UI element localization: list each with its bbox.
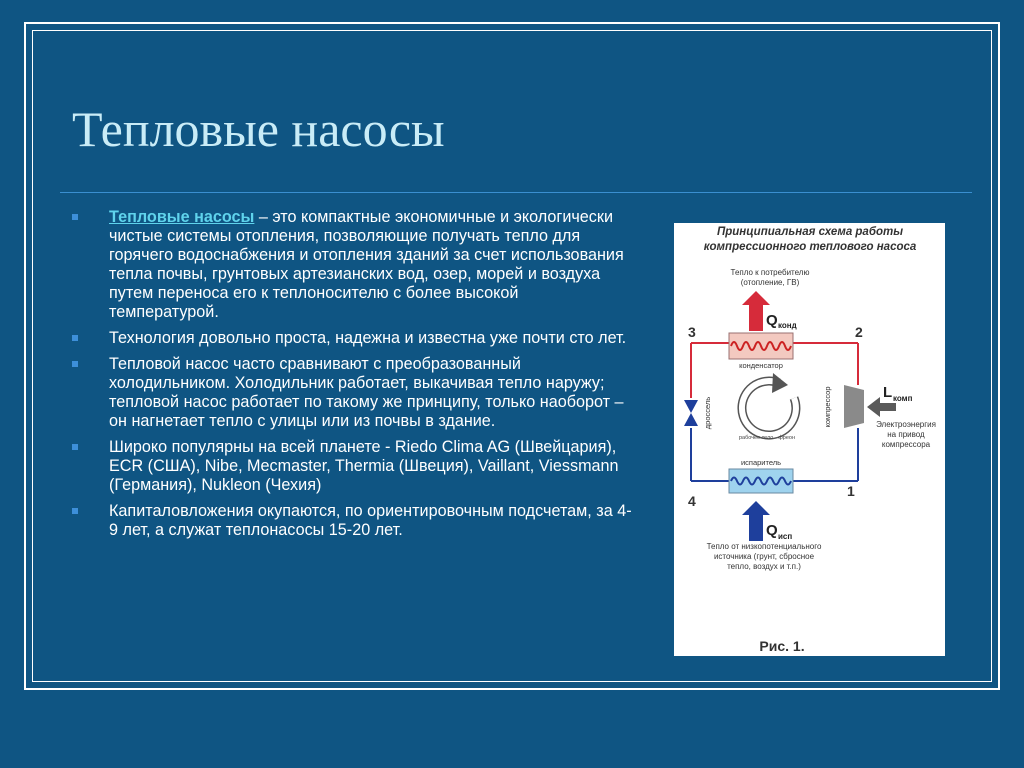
q-evap-sub: исп xyxy=(778,532,793,541)
figure-caption: Рис. 1. xyxy=(759,638,805,654)
consumer-label-1: Тепло к потребителю xyxy=(730,268,810,277)
point-4-label: 4 xyxy=(688,493,696,509)
title-divider xyxy=(60,192,972,193)
point-1-label: 1 xyxy=(847,483,855,499)
q-cond-sub: конд xyxy=(778,321,797,330)
point-2-label: 2 xyxy=(855,324,863,340)
source-label-3: тепло, воздух и т.п.) xyxy=(727,562,801,571)
slide-title: Тепловые насосы xyxy=(72,101,445,157)
working-fluid-label: рабочее тело - фреон xyxy=(738,435,796,441)
point-3-label: 3 xyxy=(688,324,696,340)
diagram-heading-2: компрессионного теплового насоса xyxy=(703,241,917,253)
bullet-text: – это компактные экономичные и экологически чистые системы отопления, позволяющие получать тепло для горячего водоснабжения и отопления зданий за счет использования тепла почвы, грунтовых артезианских вод, озер, морей и воздуха путем переноса его к теплоносителю с более высокой температурой. xyxy=(109,208,624,321)
bullet-item xyxy=(72,208,632,322)
throttle-valve-top-icon xyxy=(684,400,698,413)
power-label-2: на привод xyxy=(887,430,925,439)
bullet-item xyxy=(72,329,632,348)
bullet-item xyxy=(72,355,632,431)
condenser-label: конденсатор xyxy=(739,361,783,370)
throttle-valve-bottom-icon xyxy=(684,413,698,426)
bullet-text: Капиталовложения окупаются, по ориентировочным подсчетам, за 4-9 лет, а служат теплонасосы 15-20 лет. xyxy=(109,502,632,539)
l-comp-sub: комп xyxy=(893,394,913,403)
l-comp-label: L xyxy=(883,384,893,401)
source-label-2: источника (грунт, сбросное xyxy=(713,552,815,561)
q-cond-label: Q xyxy=(766,312,778,329)
term-link[interactable]: Тепловые насосы xyxy=(109,208,255,226)
source-label-1: Тепло от низкопотенциального xyxy=(706,542,822,551)
diagram-heading-1: Принципиальная схема работы xyxy=(716,226,904,238)
evaporator-label: испаритель xyxy=(740,458,782,467)
bullet-text: Технология довольно проста, надежна и известна уже почти сто лет. xyxy=(109,329,627,347)
bullet-text: Тепловой насос часто сравнивают с преобразованный холодильником. Холодильник работает, выкачивая тепло наружу; тепловой насос работает по такому же принципу, только наоборот – он нагнетает тепло с улицы или из почвы в здание. xyxy=(109,355,624,430)
consumer-label-2: (отопление, ГВ) xyxy=(740,278,800,287)
bullet-item xyxy=(72,438,632,495)
q-evap-label: Q xyxy=(766,522,778,539)
diagram-svg xyxy=(674,223,945,656)
cycle-arrow-inner xyxy=(742,381,796,435)
compressor-icon xyxy=(844,385,864,428)
bullet-item xyxy=(72,502,632,540)
bullet-text: Широко популярны на всей планете - Riedo Clima AG (Швейцария), ECR (США), Nibe, Mecmaster, Thermia (Швеция), Vaillant, Viessmann (Германия), Nukleon (Чехия) xyxy=(109,438,619,494)
power-label-1: Электроэнергия xyxy=(876,420,936,429)
throttle-label: дроссель xyxy=(703,396,712,430)
heat-pump-diagram xyxy=(674,223,945,656)
compressor-label: компрессор xyxy=(823,386,832,428)
power-label-3: компрессора xyxy=(881,440,931,449)
cycle-arrowhead-icon xyxy=(772,373,788,393)
bullet-list xyxy=(72,208,632,547)
